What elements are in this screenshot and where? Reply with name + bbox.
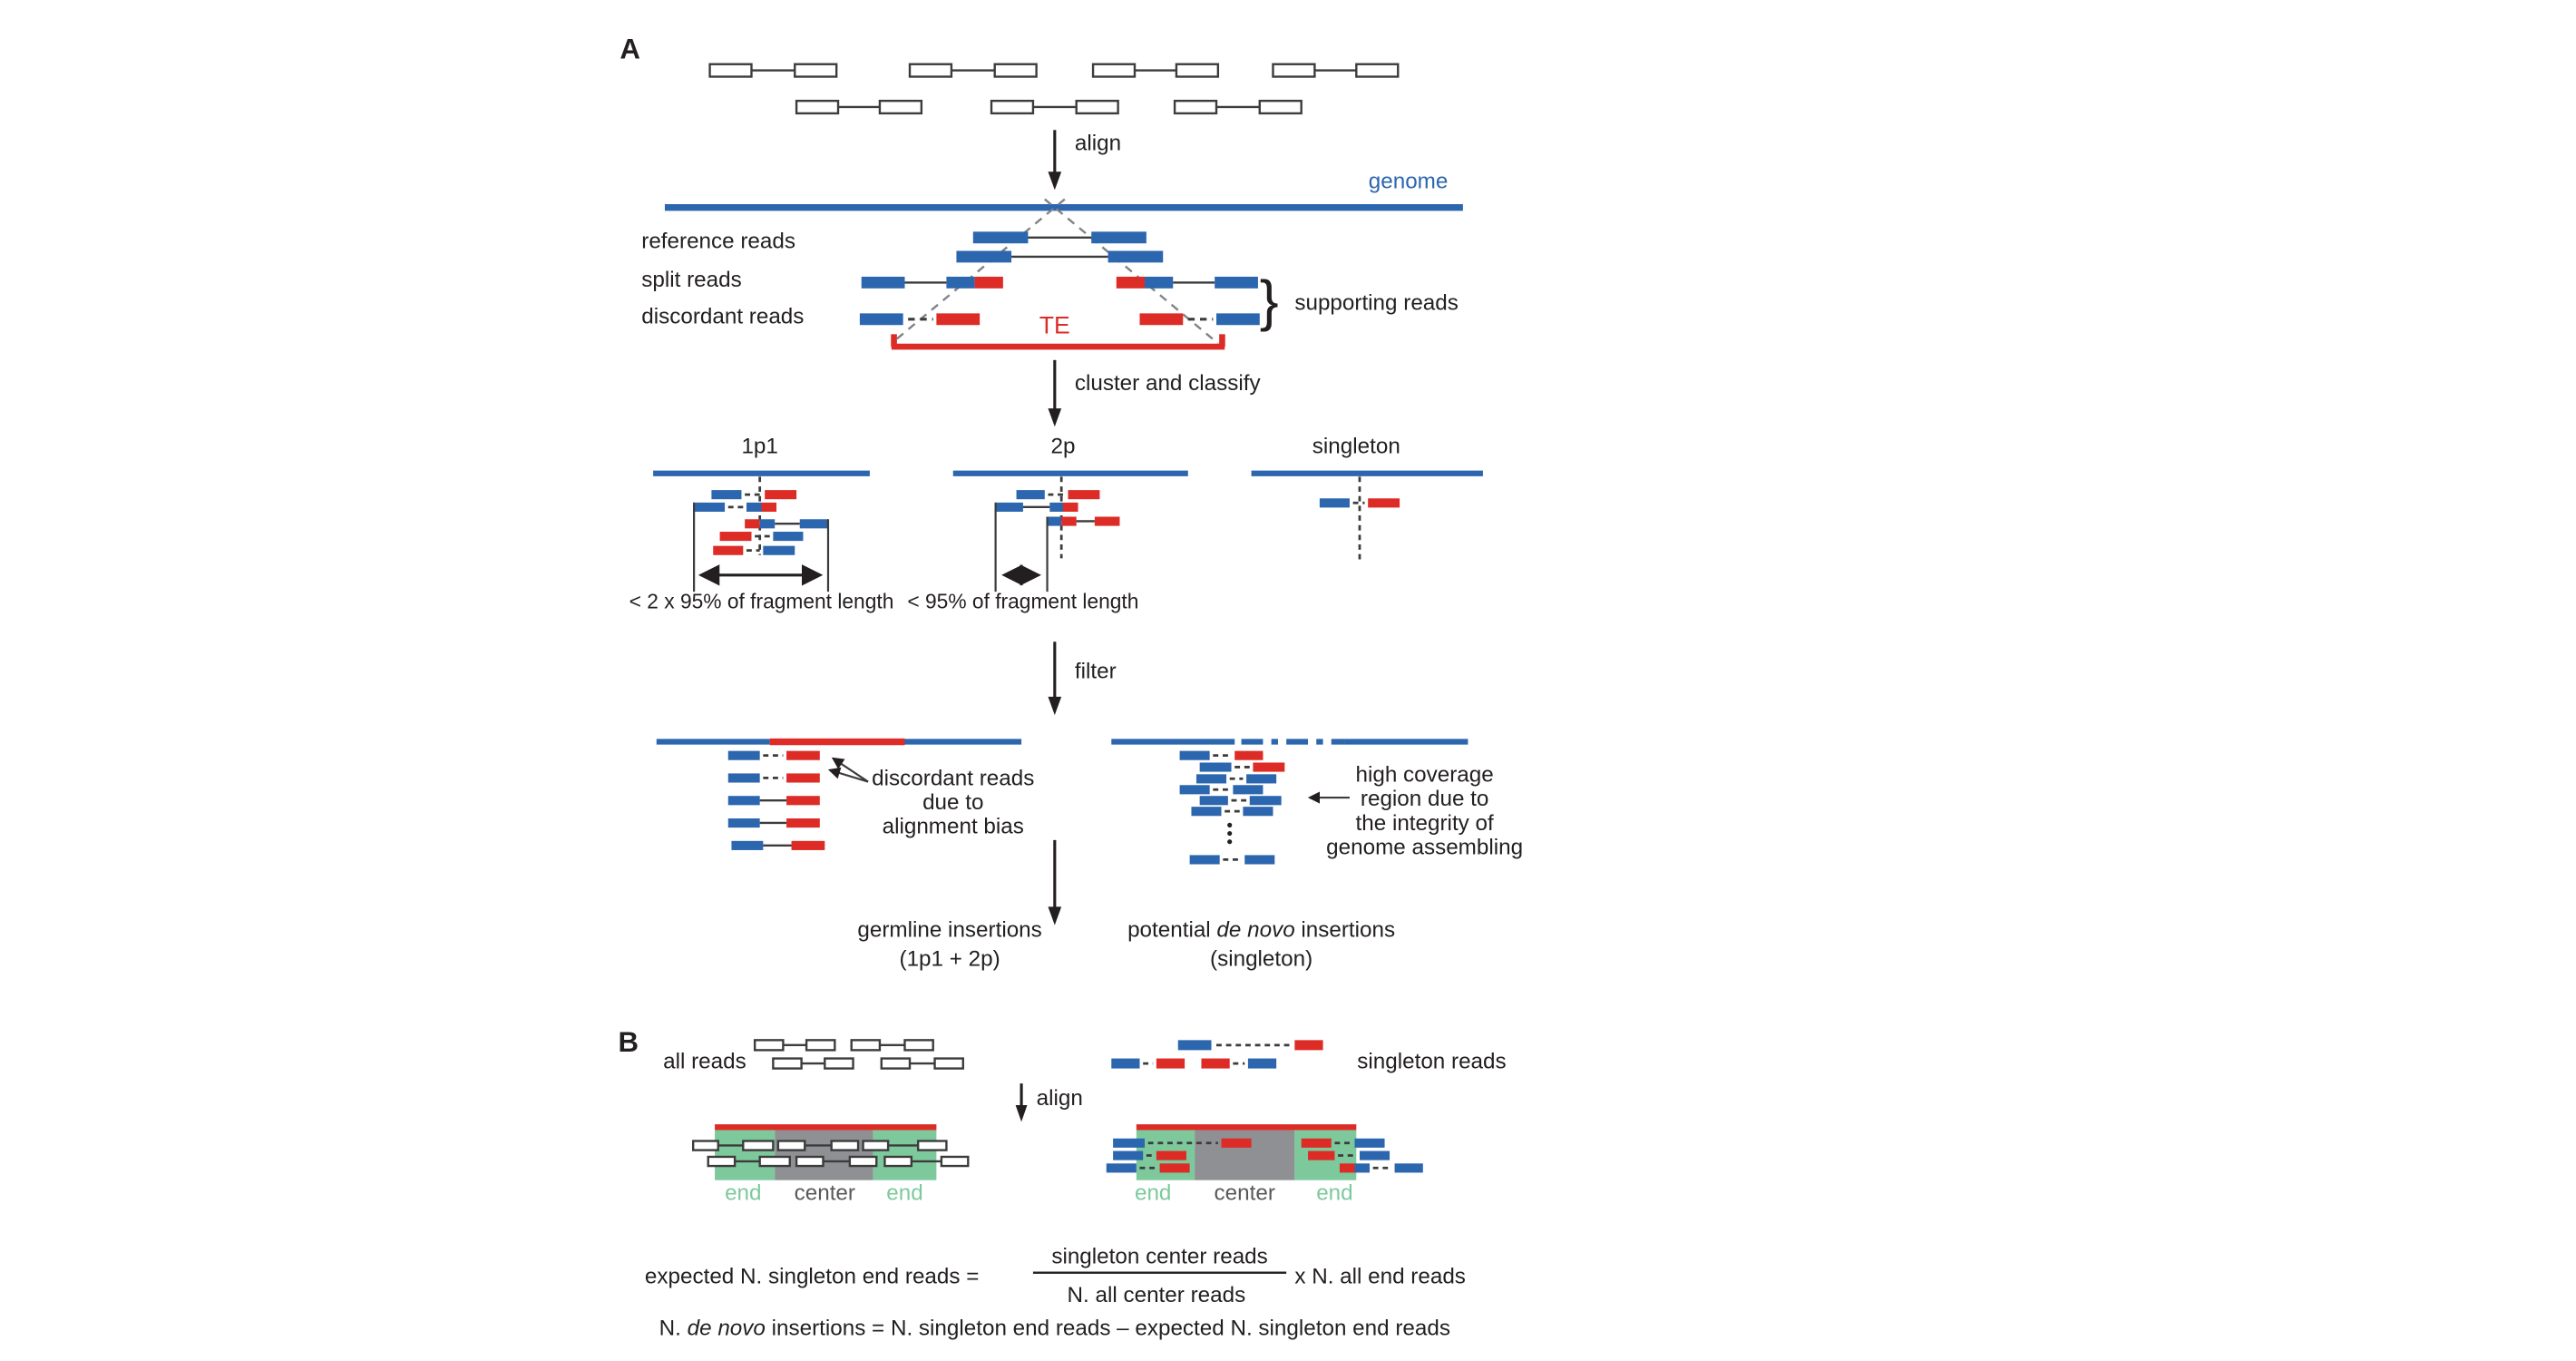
denovo-result-italic: de novo	[1216, 917, 1295, 943]
alignment-bias-callout-line1: discordant reads	[872, 766, 1035, 791]
end-label-left: end	[1134, 1180, 1172, 1206]
te-consensus-bar	[715, 1124, 936, 1130]
singleton-reads-pairs	[1111, 1040, 1322, 1068]
te-box-all-reads	[693, 1124, 968, 1206]
end-region-right	[873, 1131, 937, 1180]
read-pair	[1180, 785, 1264, 794]
singleton-reads-label: singleton reads	[1357, 1049, 1507, 1074]
fragment-length-label-1p1: < 2 x 95% of fragment length	[629, 589, 894, 613]
read-pair	[773, 1059, 853, 1069]
unaligned-read-pairs	[710, 64, 1399, 113]
denovo-result-line2: (singleton)	[1210, 946, 1313, 972]
formula2-pre: N.	[659, 1316, 688, 1341]
end-region-left	[715, 1131, 775, 1180]
read-pair	[1017, 490, 1100, 499]
cluster-singleton-label: singleton	[1312, 434, 1400, 459]
read-pair	[852, 1040, 933, 1050]
read-pair	[1117, 277, 1258, 289]
read-pair	[713, 546, 795, 555]
read-pair	[1180, 751, 1264, 760]
te-consensus-bar	[1137, 1124, 1356, 1130]
panel-a	[620, 33, 1523, 971]
end-label-right: end	[886, 1180, 923, 1206]
read-pair	[1190, 855, 1275, 864]
read-pair	[711, 490, 796, 499]
read-pair	[1200, 796, 1282, 805]
reference-reads-label: reference reads	[641, 229, 795, 254]
b-align-arrow	[1016, 1083, 1028, 1121]
supporting-brace: }	[1259, 269, 1279, 333]
te-box-singleton-reads	[1107, 1124, 1423, 1206]
alignment-bias-callout-line3: alignment bias	[882, 814, 1024, 839]
cluster-classify-arrow	[1048, 360, 1061, 426]
filter-example-left	[657, 742, 1035, 850]
read-pair	[1140, 313, 1260, 325]
read-pair	[728, 773, 820, 782]
read-pair	[973, 231, 1147, 243]
read-pair	[995, 503, 1078, 512]
high-coverage-callout-line3: the integrity of	[1355, 810, 1494, 836]
formula-denovo-insertions	[659, 1317, 1450, 1341]
read-pair	[728, 796, 820, 805]
read-pair	[710, 64, 837, 77]
read-pair	[1340, 1163, 1423, 1172]
formula1-rhs: x N. all end reads	[1294, 1264, 1466, 1289]
alignment-bias-callout-line2: due to	[922, 789, 984, 815]
read-pair	[796, 101, 922, 113]
formula2-italic: de novo	[687, 1316, 766, 1341]
result-arrow	[1048, 840, 1061, 925]
supporting-reads-label: supporting reads	[1294, 290, 1459, 316]
denovo-result-post: insertions	[1294, 917, 1396, 943]
read-pair	[1196, 774, 1276, 783]
ellipsis-dots	[1227, 823, 1232, 845]
read-pair	[882, 1059, 963, 1069]
denovo-result-pre: potential	[1127, 917, 1217, 943]
formula1-numerator: singleton center reads	[1051, 1244, 1268, 1269]
read-pair	[910, 64, 1037, 77]
fragment-length-label-2p: < 95% of fragment length	[907, 589, 1139, 613]
align-label: align	[1074, 131, 1122, 156]
read-pair	[731, 841, 825, 850]
end-label-right: end	[1316, 1180, 1353, 1206]
formula2-post: insertions = N. singleton end reads – expected N. singleton end reads	[765, 1316, 1450, 1341]
read-pair	[862, 277, 1003, 289]
read-pair	[720, 532, 804, 541]
te-label: TE	[1039, 311, 1070, 339]
read-pair	[728, 751, 820, 760]
cluster-classify-label: cluster and classify	[1074, 370, 1261, 396]
cluster-2p	[907, 435, 1187, 613]
center-label: center	[794, 1180, 855, 1206]
all-reads-label: all reads	[663, 1049, 746, 1074]
align-arrow	[1048, 130, 1061, 190]
formula1-lhs: expected N. singleton end reads =	[644, 1264, 980, 1289]
filter-arrow	[1048, 641, 1061, 715]
filter-example-right	[1111, 742, 1523, 865]
read-pair	[1200, 762, 1285, 771]
read-pair	[728, 818, 820, 827]
center-label: center	[1214, 1180, 1275, 1206]
callout-arrows	[830, 759, 868, 782]
read-pair	[1201, 1059, 1276, 1069]
read-pair	[1273, 64, 1398, 77]
split-reads	[862, 277, 1258, 289]
all-reads-pairs	[755, 1040, 963, 1068]
cluster-1p1	[629, 435, 894, 613]
panel-b-label: B	[618, 1026, 639, 1059]
read-pair	[1191, 807, 1273, 816]
formula1-denominator: N. all center reads	[1067, 1282, 1246, 1307]
read-pair	[1048, 517, 1119, 526]
center-region	[1195, 1131, 1294, 1180]
genome-label: genome	[1368, 169, 1449, 194]
read-pair	[745, 519, 828, 528]
filter-label: filter	[1074, 659, 1117, 684]
center-region	[775, 1131, 873, 1180]
high-coverage-callout-line2: region due to	[1360, 787, 1489, 812]
discordant-reads-label: discordant reads	[641, 304, 805, 329]
denovo-result-line1	[1127, 917, 1395, 942]
cluster-1p1-label: 1p1	[741, 434, 778, 459]
high-coverage-callout-line1: high coverage	[1355, 762, 1494, 788]
high-coverage-callout-line4: genome assembling	[1326, 835, 1524, 860]
cluster-singleton	[1252, 435, 1483, 561]
read-pair	[1175, 101, 1302, 113]
germline-result-line2: (1p1 + 2p)	[899, 946, 1000, 972]
read-pair	[693, 503, 776, 512]
panel-a-label: A	[620, 33, 640, 65]
panel-b	[619, 1026, 1507, 1340]
b-align-label: align	[1036, 1086, 1083, 1111]
read-pair	[956, 250, 1163, 262]
cluster-2p-label: 2p	[1050, 434, 1076, 459]
reference-reads	[956, 231, 1163, 262]
read-pair	[1093, 64, 1218, 77]
read-pair	[1111, 1059, 1185, 1069]
formula-expected-singleton-end-reads	[645, 1245, 1466, 1307]
split-reads-label: split reads	[641, 267, 742, 292]
read-pair	[755, 1040, 834, 1050]
read-pair	[991, 101, 1118, 113]
germline-result-line1: germline insertions	[857, 917, 1042, 943]
read-pair	[1178, 1040, 1323, 1050]
end-label-left: end	[725, 1180, 762, 1206]
